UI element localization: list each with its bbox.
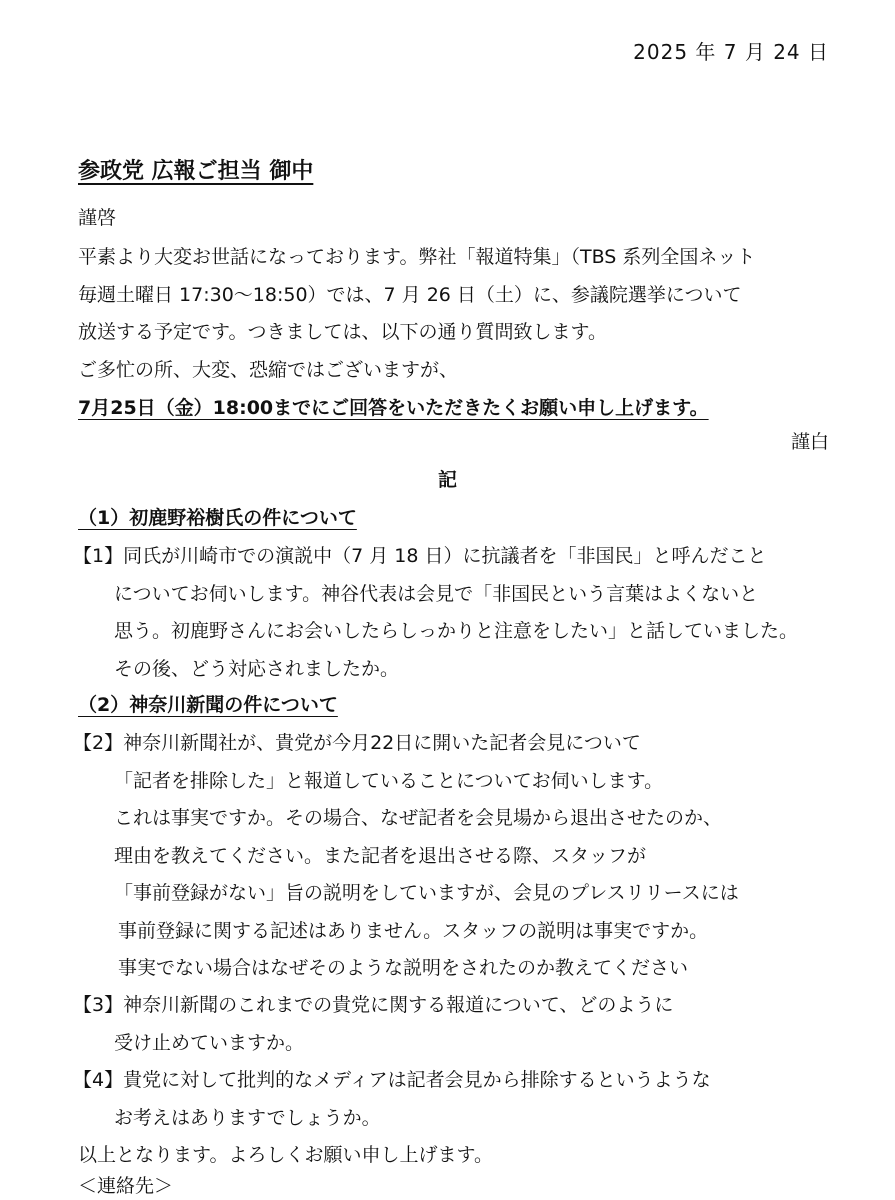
intro-line-4: ご多忙の所、大変、恐縮ではございますが、 <box>78 359 459 381</box>
question-2-line-3: これは事実ですか。その場合、なぜ記者を会見場から退出させたのか、 <box>114 807 723 829</box>
question-1-line-2: についてお伺いします。神谷代表は会見で「非国民という言葉はよくないと <box>114 583 759 605</box>
ki-heading: 記 <box>437 469 457 491</box>
question-2-line-7: 事実でない場合はなぜそのような説明をされたのか教えてください <box>118 957 689 979</box>
section-2-heading: （2）神奈川新聞の件について <box>78 694 338 716</box>
question-4-line-2: お考えはありますでしょうか。 <box>114 1107 381 1129</box>
question-2-line-2: 「記者を排除した」と報道していることについてお伺いします。 <box>114 770 664 792</box>
question-4-line-1: 【4】貴党に対して批判的なメディアは記者会見から排除するというような <box>73 1069 711 1091</box>
question-1-line-4: その後、どう対応されましたか。 <box>114 658 400 680</box>
section-1-heading: （1）初鹿野裕樹氏の件について <box>78 507 357 529</box>
question-2-line-4: 理由を教えてください。また記者を退出させる際、スタッフが <box>114 845 647 867</box>
opening-salutation: 謹啓 <box>78 207 117 229</box>
question-2-line-6: 事前登録に関する記述はありません。スタッフの説明は事実ですか。 <box>118 920 709 942</box>
question-2-line-1: 【2】神奈川新聞社が、貴党が今月22日に開いた記者会見について <box>73 732 641 754</box>
closing-remark: 以上となります。よろしくお願い申し上げます。 <box>78 1144 493 1166</box>
intro-line-1: 平素より大変お世話になっております。弊社「報道特集」（TBS 系列全国ネット <box>78 246 756 268</box>
question-3-line-1: 【3】神奈川新聞のこれまでの貴党に関する報道について、どのように <box>73 994 674 1016</box>
intro-line-2: 毎週土曜日 17:30～18:50）では、7 月 26 日（土）に、参議院選挙について <box>78 284 742 306</box>
contact-label: ＜連絡先＞ <box>78 1175 174 1197</box>
deadline-notice: 7月25日（金）18:00までにご回答をいただきたくお願い申し上げます。 <box>78 397 709 419</box>
addressee: 参政党 広報ご担当 御中 <box>78 159 314 184</box>
closing-salutation: 謹白 <box>790 431 829 453</box>
question-1-line-3: 思う。初鹿野さんにお会いしたらしっかりと注意をしたい」と話していました。 <box>114 620 799 642</box>
question-3-line-2: 受け止めていますか。 <box>114 1032 305 1054</box>
letter-date: 2025 年 7 月 24 日 <box>633 40 829 64</box>
intro-line-3: 放送する予定です。つきましては、以下の通り質問致します。 <box>78 321 607 343</box>
question-2-line-5: 「事前登録がない」旨の説明をしていますが、会見のプレスリリースには <box>114 882 739 904</box>
question-1-line-1: 【1】同氏が川崎市での演説中（7 月 18 日）に抗議者を「非国民」と呼んだこと <box>73 545 767 567</box>
